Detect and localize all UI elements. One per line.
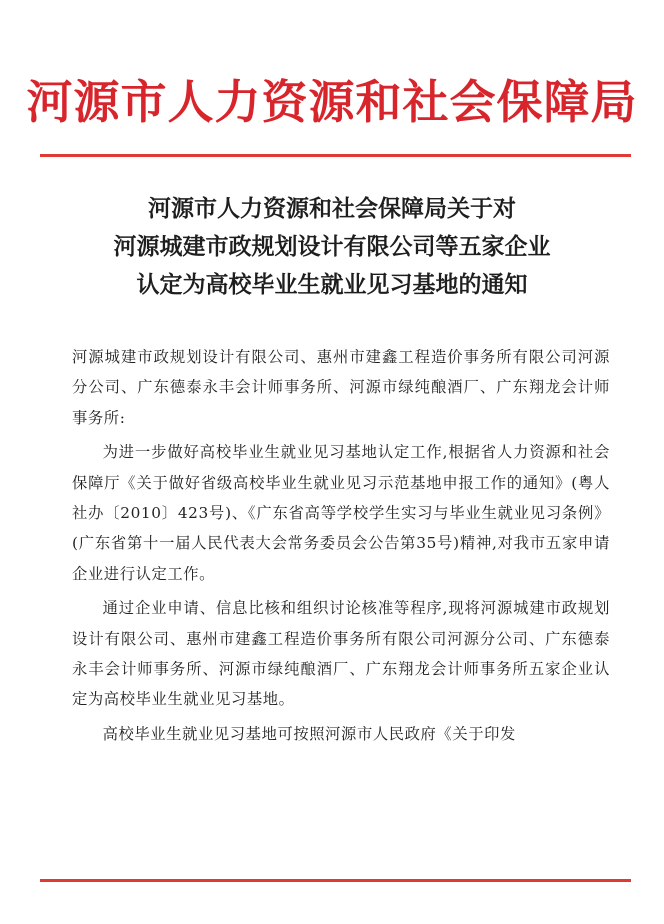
addressees: 河源城建市政规划设计有限公司、惠州市建鑫工程造价事务所有限公司河源分公司、广东德泰永丰会计师事务所、河源市绿纯酿酒厂、广东翔龙会计师事务所: — [72, 348, 610, 427]
footer-red-rule — [40, 879, 631, 882]
body-paragraph: 高校毕业生就业见习基地可按照河源市人民政府《关于印发 — [102, 724, 516, 743]
body-paragraph: 通过企业申请、信息比核和组织讨论核准等程序,现将河源城建市政规划设计有限公司、惠州市建鑫工程造价事务所有限公司河源分公司、广东德泰永丰会计师事务所、河源市绿纯酿酒厂、广东翔龙会计师事务所五家企业认定为高校毕业生就业见习基地。 — [72, 599, 610, 709]
masthead-red-rule — [40, 154, 631, 157]
masthead-agency-name: 河源市人力资源和社会保障局 — [26, 75, 638, 129]
title-line-2: 河源城建市政规划设计有限公司等五家企业 — [113, 234, 551, 260]
title-line-3: 认定为高校毕业生就业见习基地的通知 — [136, 272, 528, 298]
title-line-1: 河源市人力资源和社会保障局关于对 — [148, 196, 516, 222]
document-body — [72, 342, 610, 753]
document-title — [0, 190, 664, 304]
body-paragraph: 为进一步做好高校毕业生就业见习基地认定工作,根据省人力资源和社会保障厅《关于做好省级高校毕业生就业见习示范基地申报工作的通知》(粤人社办〔2010〕423号)、《广东省高等学校学生实习与毕业生就业见习条例》(广东省第十一届人民代表大会常务委员会公告第35号)精神,对我市五家申请企业进行认定工作。 — [72, 443, 610, 583]
